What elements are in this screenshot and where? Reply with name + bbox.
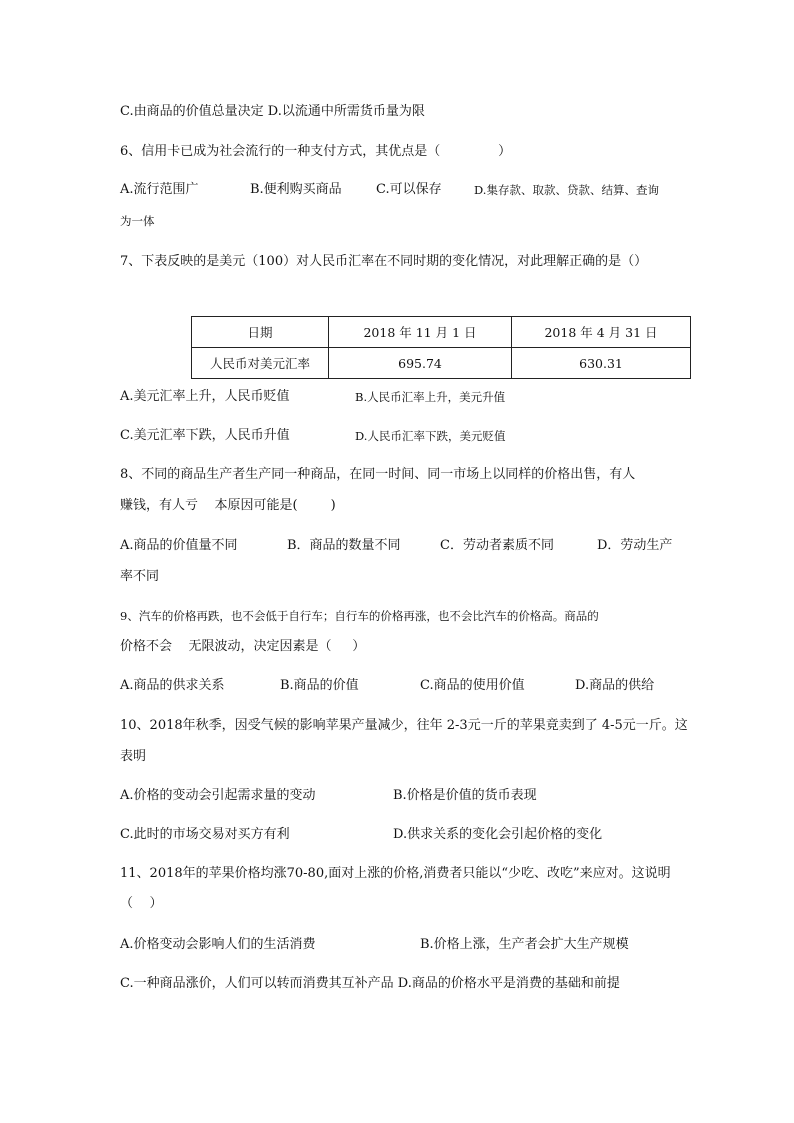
q8-option-d-cont: 率不同 [120,569,160,584]
q7-option-c: C.美元汇率下跌，人民币升值 [120,428,290,443]
q9-option-a: A.商品的供求关系 [120,678,225,693]
q8-stem-line2: 赚钱，有人亏 本原因可能是( ) [120,498,336,513]
table-cell-rate-2: 630.31 [512,348,691,379]
q9-option-c: C.商品的使用价值 [420,678,525,693]
q6-option-d: D.集存款、取款、贷款、结算、查询 [474,183,659,197]
q6-stem: 6、信用卡已成为社会流行的一种支付方式，其优点是（ ） [120,144,512,159]
q6-option-b: B.便利购买商品 [250,182,342,197]
q6-option-c: C.可以保存 [376,182,442,197]
q8-option-c: C．劳动者素质不同 [440,538,554,553]
q7-option-d: D.人民币汇率下跌，美元贬值 [355,429,506,443]
q10-stem-line2: 表明 [120,749,147,764]
q7-option-b: B.人民币汇率上升，美元升值 [355,390,506,404]
table-cell-rate-1: 695.74 [329,348,512,379]
table-row [192,348,691,379]
q11-stem-line1: 11、2018年的苹果价格均涨70-80,面对上涨的价格,消费者只能以“少吃、改吃”来应对。这说明 [120,866,671,881]
q8-stem-line1: 8、不同的商品生产者生产同一种商品，在同一时间、同一市场上以同样的价格出售，有人 [120,467,636,482]
q8-option-a: A.商品的价值量不同 [120,538,238,553]
q7-option-a: A.美元汇率上升，人民币贬值 [120,389,290,404]
q7-stem: 7、下表反映的是美元（100）对人民币汇率在不同时期的变化情况，对此理解正确的是（） [120,254,648,269]
q6-option-d-cont: 为一体 [120,214,155,228]
q8-option-b: B．商品的数量不同 [287,538,401,553]
q9-option-d: D.商品的供给 [575,678,655,693]
table-header-date: 日期 [192,317,329,348]
q10-option-a: A.价格的变动会引起需求量的变动 [120,788,316,803]
q9-stem-line2: 价格不会 无限波动，决定因素是（ ） [120,639,366,654]
table-row-label: 人民币对美元汇率 [192,348,329,379]
q9-stem-line1: 9、汽车的价格再跌，也不会低于自行车；自行车的价格再涨，也不会比汽车的价格高。商品的 [120,609,599,623]
exchange-rate-table [191,316,691,379]
q9-option-b: B.商品的价值 [280,678,359,693]
q10-stem-line1: 10、2018年秋季，因受气候的影响苹果产量减少，往年 2-3元一斤的苹果竟卖到了 4-5元一斤。这 [120,718,688,733]
q10-option-b: B.价格是价值的货币表现 [393,788,537,803]
q11-option-a: A.价格变动会影响人们的生活消费 [120,937,316,952]
q8-option-d: D．劳动生产 [597,538,673,553]
q10-option-d: D.供求关系的变化会引起价格的变化 [393,827,603,842]
q10-option-c: C.此时的市场交易对买方有利 [120,827,290,842]
q11-options-cd: C.一种商品涨价，人们可以转而消费其互补产品 D.商品的价格水平是消费的基础和前提 [120,976,620,991]
q11-option-b: B.价格上涨，生产者会扩大生产规模 [420,937,629,952]
table-header-row [192,317,691,348]
q5-options-cd: C.由商品的价值总量决定 D.以流通中所需货币量为限 [120,104,425,119]
table-header-date-2: 2018 年 4 月 31 日 [512,317,691,348]
table-header-date-1: 2018 年 11 月 1 日 [329,317,512,348]
q11-stem-line2: （ ） [120,896,163,911]
q6-option-a: A.流行范围广 [120,182,199,197]
